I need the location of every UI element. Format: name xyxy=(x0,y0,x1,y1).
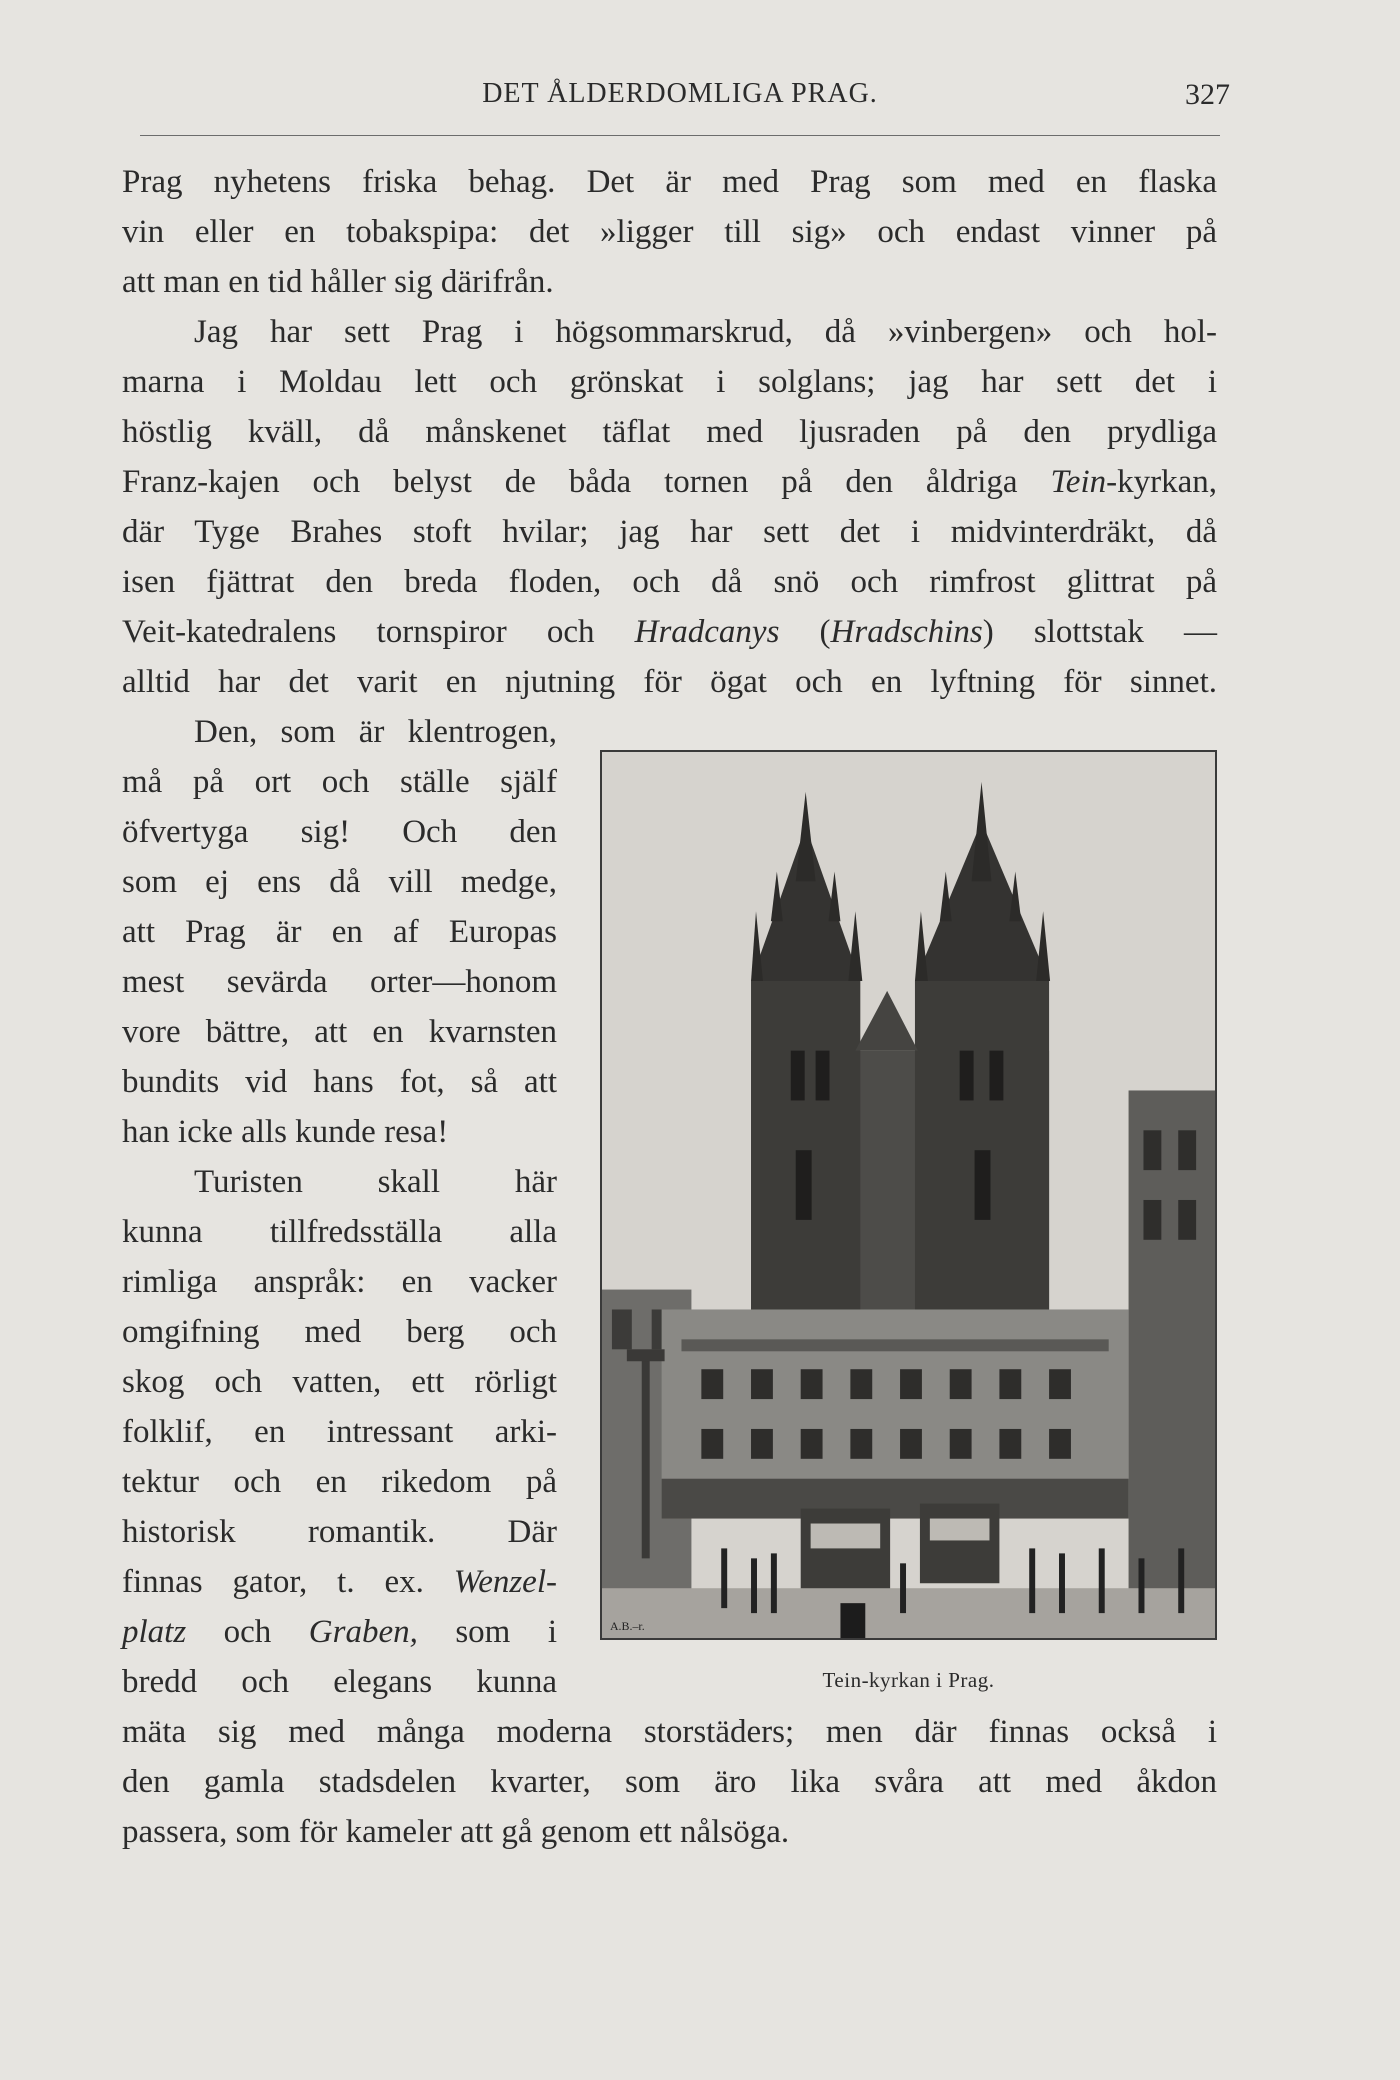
text-line: den gamla stadsdelen kvarter, som äro lika svåra att med åkdon xyxy=(122,1764,1217,1800)
text-line: alltid har det varit en njutning för ögat och en lyftning för sinnet. xyxy=(122,664,1217,700)
column-line: mest sevärda orter—honom xyxy=(122,964,557,1000)
column-line: vore bättre, att en kvarnsten xyxy=(122,1014,557,1050)
column-line: skog och vatten, ett rörligt xyxy=(122,1364,557,1400)
running-head xyxy=(130,72,1230,122)
text-line: höstlig kväll, då månskenet täflat med ljusraden på den prydliga xyxy=(122,414,1217,450)
text-line: Jag har sett Prag i högsommarskrud, då »vinbergen» och hol- xyxy=(194,314,1217,350)
column-line: bredd och elegans kunna xyxy=(122,1664,557,1700)
column-line: han icke alls kunde resa! xyxy=(122,1114,449,1150)
text-span: Veit-katedralens tornspiror och xyxy=(122,614,635,650)
text-line: mäta sig med många moderna storstäders; men där finnas också i xyxy=(122,1714,1217,1750)
text-span: ) slottstak — xyxy=(982,614,1217,650)
column-line: må på ort och ställe själf xyxy=(122,764,557,800)
text-line: att man en tid håller sig därifrån. xyxy=(122,264,554,300)
text-line: marna i Moldau lett och grönskat i solglans; jag har sett det i xyxy=(122,364,1217,400)
tein-church-illustration xyxy=(600,750,1217,1640)
page-number: 327 xyxy=(1185,78,1230,111)
column-line xyxy=(122,1612,557,1652)
column-line: att Prag är en af Europas xyxy=(122,914,557,950)
text-line: där Tyge Brahes stoft hvilar; jag har sett det i midvinterdräkt, då xyxy=(122,514,1217,550)
text-line xyxy=(122,462,1217,502)
text-line: isen fjättrat den breda floden, och då snö och rimfrost glittrat på xyxy=(122,564,1217,600)
column-line: historisk romantik. Där xyxy=(122,1514,557,1550)
column-line xyxy=(122,1562,557,1602)
column-line: som ej ens då vill medge, xyxy=(122,864,557,900)
italic-word: Tein xyxy=(1050,464,1107,500)
column-line: kunna tillfredsställa alla xyxy=(122,1214,557,1250)
column-line: omgifning med berg och xyxy=(122,1314,557,1350)
text-span: som i xyxy=(417,1614,557,1650)
column-line: tektur och en rikedom på xyxy=(122,1464,557,1500)
italic-word: Hradcanys xyxy=(634,614,780,650)
column-line: folklif, en intressant arki- xyxy=(122,1414,557,1450)
column-line: öfvertyga sig! Och den xyxy=(122,814,557,850)
text-span: och xyxy=(186,1614,309,1650)
column-line: rimliga anspråk: en vacker xyxy=(122,1264,557,1300)
text-span: Franz-kajen och belyst de båda tornen på den åldriga xyxy=(122,464,1051,500)
column-line: Turisten skall här xyxy=(194,1164,557,1200)
column-line: bundits vid hans fot, så att xyxy=(122,1064,557,1100)
text-line: passera, som för kameler att gå genom ett nålsöga. xyxy=(122,1814,790,1850)
italic-word: Graben, xyxy=(308,1614,418,1650)
figure-caption: Tein-kyrkan i Prag. xyxy=(822,1668,995,1692)
text-span: -kyrkan, xyxy=(1106,464,1217,500)
italic-word: Hradschins xyxy=(830,614,983,650)
church-engraving xyxy=(602,752,1215,1638)
running-head-title: DET ÅLDERDOMLIGA PRAG. xyxy=(482,78,878,109)
column-line: Den, som är klentrogen, xyxy=(194,714,557,750)
engraver-mark: A.B.–r. xyxy=(609,1619,645,1634)
text-line: Prag nyhetens friska behag. Det är med Prag som med en flaska xyxy=(122,164,1217,200)
text-span: finnas gator, t. ex. xyxy=(122,1564,454,1600)
text-line xyxy=(122,612,1217,652)
header-rule xyxy=(140,135,1220,136)
text-span: ( xyxy=(779,614,831,650)
text-line: vin eller en tobakspipa: det »ligger till sig» och endast vinner på xyxy=(122,214,1217,250)
italic-word: Wenzel- xyxy=(453,1564,557,1600)
italic-word: platz xyxy=(122,1614,187,1650)
